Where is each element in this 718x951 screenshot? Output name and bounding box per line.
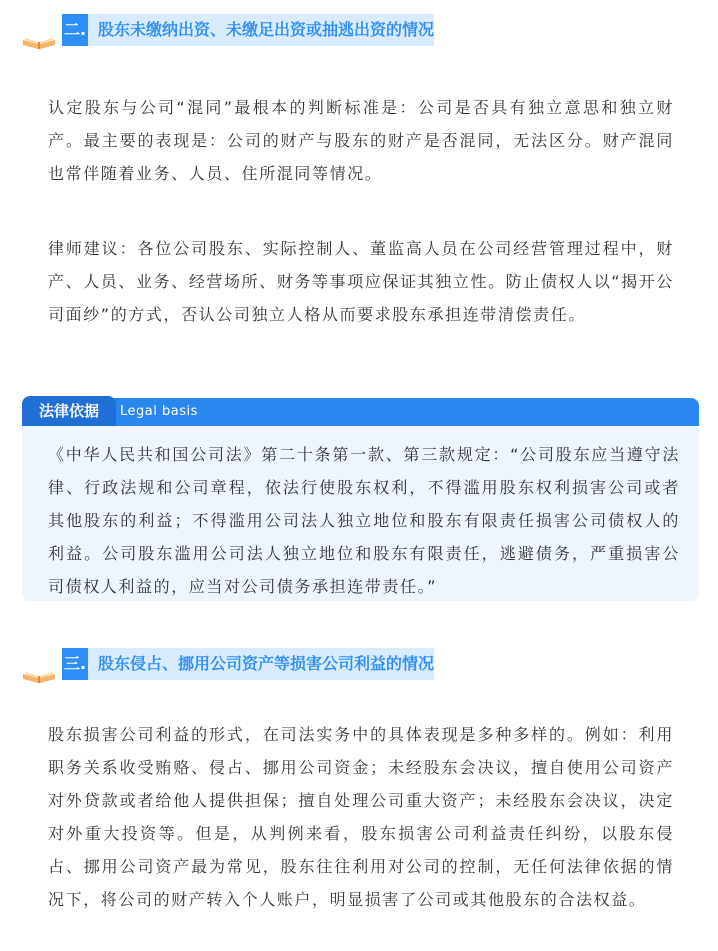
section-number: 二. xyxy=(62,14,88,46)
legal-basis-text: 《中华人民共和国公司法》第二十条第一款、第三款规定：“公司股东应当遵守法律、行政法规和公司章程，依法行使股东权利，不得滥用股东权利损害公司或者其他股东的利益；不得滥用公司法人独立地位和股东有限责任损害公司债权人的利益。公司股东滥用公司法人独立地位和股东有限责任，逃避债务，严重损害公司债权人利益的，应当对公司债务承担连带责任。” xyxy=(48,445,680,596)
section-2-header xyxy=(22,10,434,50)
paragraph-mixing-criteria: 认定股东与公司“混同”最根本的判断标准是：公司是否具有独立意思和独立财产。最主要的表现是：公司的财产与股东的财产是否混同，无法区分。财产混同也常伴随着业务、人员、住所混同等情况。 xyxy=(48,98,674,183)
section-3-header xyxy=(22,644,434,684)
paragraph-lawyer-advice: 律师建议：各位公司股东、实际控制人、董监高人员在公司经营管理过程中，财产、人员、业务、经营场所、财务等事项应保证其独立性。防止债权人以“揭开公司面纱”的方式，否认公司独立人格从而要求股东承担连带清偿责任。 xyxy=(48,239,674,324)
open-book-icon xyxy=(22,36,56,50)
section-number: 三. xyxy=(62,648,88,680)
open-book-icon xyxy=(22,670,56,684)
section-title: 股东侵占、挪用公司资产等损害公司利益的情况 xyxy=(98,654,435,673)
paragraph-harm-forms: 股东损害公司利益的形式，在司法实务中的具体表现是多种多样的。例如：利用职务关系收受贿赂、侵占、挪用公司资金；未经股东会决议，擅自使用公司资产对外贷款或者给他人提供担保；擅自处理公司重大资产；未经股东会决议，决定对外重大投资等。但是，从判例来看，股东损害公司利益责任纠纷，以股东侵占、挪用公司资产最为常见，股东往往利用对公司的控制，无任何法律依据的情况下，将公司的财产转入个人账户，明显损害了公司或其他股东的合法权益。 xyxy=(48,725,674,909)
legal-basis-box xyxy=(22,398,699,601)
legal-basis-label-en: Legal basis xyxy=(120,404,198,419)
legal-basis-label: 法律依据 xyxy=(22,396,116,426)
section-title: 股东未缴纳出资、未缴足出资或抽逃出资的情况 xyxy=(98,20,435,39)
